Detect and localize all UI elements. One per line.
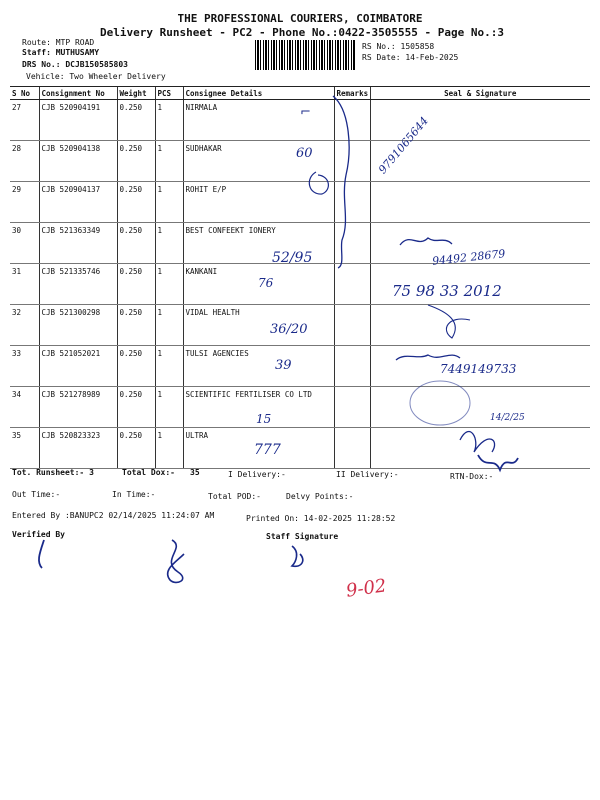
cell-consignment: CJB 521363349: [39, 223, 117, 264]
handwritten-tick: ⌐: [300, 105, 311, 120]
staff: Staff: MUTHUSAMY: [22, 48, 100, 57]
cell-weight: 0.250: [117, 305, 155, 346]
col-consignee: Consignee Details: [183, 87, 334, 100]
cell-pcs: 1: [155, 223, 183, 264]
cell-consignee: VIDAL HEALTH: [183, 305, 334, 346]
route: Route: MTP ROAD: [22, 38, 95, 47]
cell-consignee: SUDHAKAR: [183, 141, 334, 182]
cell-sno: 34: [10, 387, 39, 428]
cell-sno: 32: [10, 305, 39, 346]
signature-stroke-4: [460, 432, 495, 452]
tot-runsheet: Tot. Runsheet:- 3: [12, 468, 94, 477]
cell-consignee: NIRMALA: [183, 100, 334, 141]
cell-pcs: 1: [155, 387, 183, 428]
col-pcs: PCS: [155, 87, 183, 100]
col-consignment: Consignment No: [39, 87, 117, 100]
rs-number: RS No.: 1505858: [362, 42, 435, 51]
cell-pcs: 1: [155, 264, 183, 305]
cell-pcs: 1: [155, 428, 183, 469]
cell-sno: 30: [10, 223, 39, 264]
verified-signature-stroke: [39, 540, 44, 568]
handwritten-phone-2: 94492 28679: [431, 247, 506, 268]
handwritten-777: 777: [254, 442, 281, 458]
cell-weight: 0.250: [117, 346, 155, 387]
signature-stroke-2: [428, 305, 470, 338]
rtn-signature-stroke: [478, 455, 518, 470]
verified-by: Verified By: [12, 530, 65, 539]
cell-sno: 33: [10, 346, 39, 387]
cell-pcs: 1: [155, 141, 183, 182]
signature-stroke-3: [396, 355, 460, 360]
ii-delivery: II Delivery:-: [336, 470, 399, 479]
handwritten-15: 15: [256, 412, 272, 426]
cell-consignment: CJB 521300298: [39, 305, 117, 346]
cell-consignee: SCIENTIFIC FERTILISER CO LTD: [183, 387, 334, 428]
cell-consignee: TULSI AGENCIES: [183, 346, 334, 387]
cell-weight: 0.250: [117, 141, 155, 182]
drs-number: DRS No.: DCJB150585803: [22, 60, 128, 69]
cell-weight: 0.250: [117, 264, 155, 305]
company-title: THE PROFESSIONAL COURIERS, COIMBATORE: [177, 12, 423, 25]
cell-weight: 0.250: [117, 223, 155, 264]
cell-consignee: ROHIT E/P: [183, 182, 334, 223]
cell-consignment: CJB 521335746: [39, 264, 117, 305]
signature-stroke-1: [400, 238, 452, 245]
handwritten-39: 39: [275, 358, 292, 373]
cell-consignee: BEST CONFEEKT IONERY: [183, 223, 334, 264]
handwritten-phone-1: 9791065644: [376, 114, 431, 177]
total-dox-label: Total Dox:-: [122, 468, 175, 477]
delvy-points: Delvy Points:-: [286, 492, 354, 501]
cell-weight: 0.250: [117, 428, 155, 469]
rs-date: RS Date: 14-Feb-2025: [362, 53, 459, 62]
cell-pcs: 1: [155, 100, 183, 141]
i-delivery: I Delivery:-: [228, 470, 286, 479]
cell-pcs: 1: [155, 346, 183, 387]
staff-signature-label: Staff Signature: [266, 532, 339, 541]
printed-on: Printed On: 14-02-2025 11:28:52: [246, 514, 396, 523]
circle-3-stroke: [309, 172, 328, 194]
cell-consignment: CJB 520904191: [39, 100, 117, 141]
cell-consignee: ULTRA: [183, 428, 334, 469]
vehicle: Vehicle: Two Wheeler Delivery: [26, 72, 166, 81]
col-remarks: Remarks: [334, 87, 370, 100]
handwritten-52-95: 52/95: [272, 250, 313, 266]
staff-signature-stroke: [292, 546, 303, 566]
cell-consignee: KANKANI: [183, 264, 334, 305]
handwritten-36-20: 36/20: [270, 322, 308, 337]
cell-weight: 0.250: [117, 387, 155, 428]
cell-sno: 29: [10, 182, 39, 223]
entered-by: Entered By :BANUPC2 02/14/2025 11:24:07 AM: [12, 511, 215, 520]
total-pod: Total POD:-: [208, 492, 261, 501]
col-weight: Weight: [117, 87, 155, 100]
middle-signature-stroke: [168, 540, 184, 582]
cell-pcs: 1: [155, 182, 183, 223]
runsheet-subtitle: Delivery Runsheet - PC2 - Phone No.:0422-3505555 - Page No.:3: [100, 26, 504, 39]
col-seal-signature: Seal & Signature: [370, 87, 590, 100]
out-time: Out Time:-: [12, 490, 61, 499]
cell-sno: 28: [10, 141, 39, 182]
handwritten-phone-4: 7449149733: [440, 362, 517, 376]
handwritten-60: 60: [296, 146, 313, 161]
cell-weight: 0.250: [117, 100, 155, 141]
cell-sno: 31: [10, 264, 39, 305]
stamp-oval: [410, 381, 470, 425]
handwritten-date: 14/2/25: [490, 413, 525, 423]
handwritten-corner-note: 9-02: [344, 575, 388, 602]
cell-sno: 27: [10, 100, 39, 141]
cell-pcs: 1: [155, 305, 183, 346]
cell-consignment: CJB 520904137: [39, 182, 117, 223]
cell-sno: 35: [10, 428, 39, 469]
cell-consignment: CJB 521278989: [39, 387, 117, 428]
cell-consignment: CJB 521052021: [39, 346, 117, 387]
handwritten-phone-3: 75 98 33 2012: [392, 282, 502, 300]
total-dox-value: 35: [190, 468, 200, 477]
handwritten-76: 76: [258, 276, 274, 290]
cell-weight: 0.250: [117, 182, 155, 223]
in-time: In Time:-: [112, 490, 156, 499]
remarks-bracket-stroke: [333, 96, 349, 268]
col-sno: S No: [10, 87, 39, 100]
cell-consignment: CJB 520904138: [39, 141, 117, 182]
rtn-dox: RTN-Dox:-: [450, 472, 494, 481]
cell-consignment: CJB 520823323: [39, 428, 117, 469]
